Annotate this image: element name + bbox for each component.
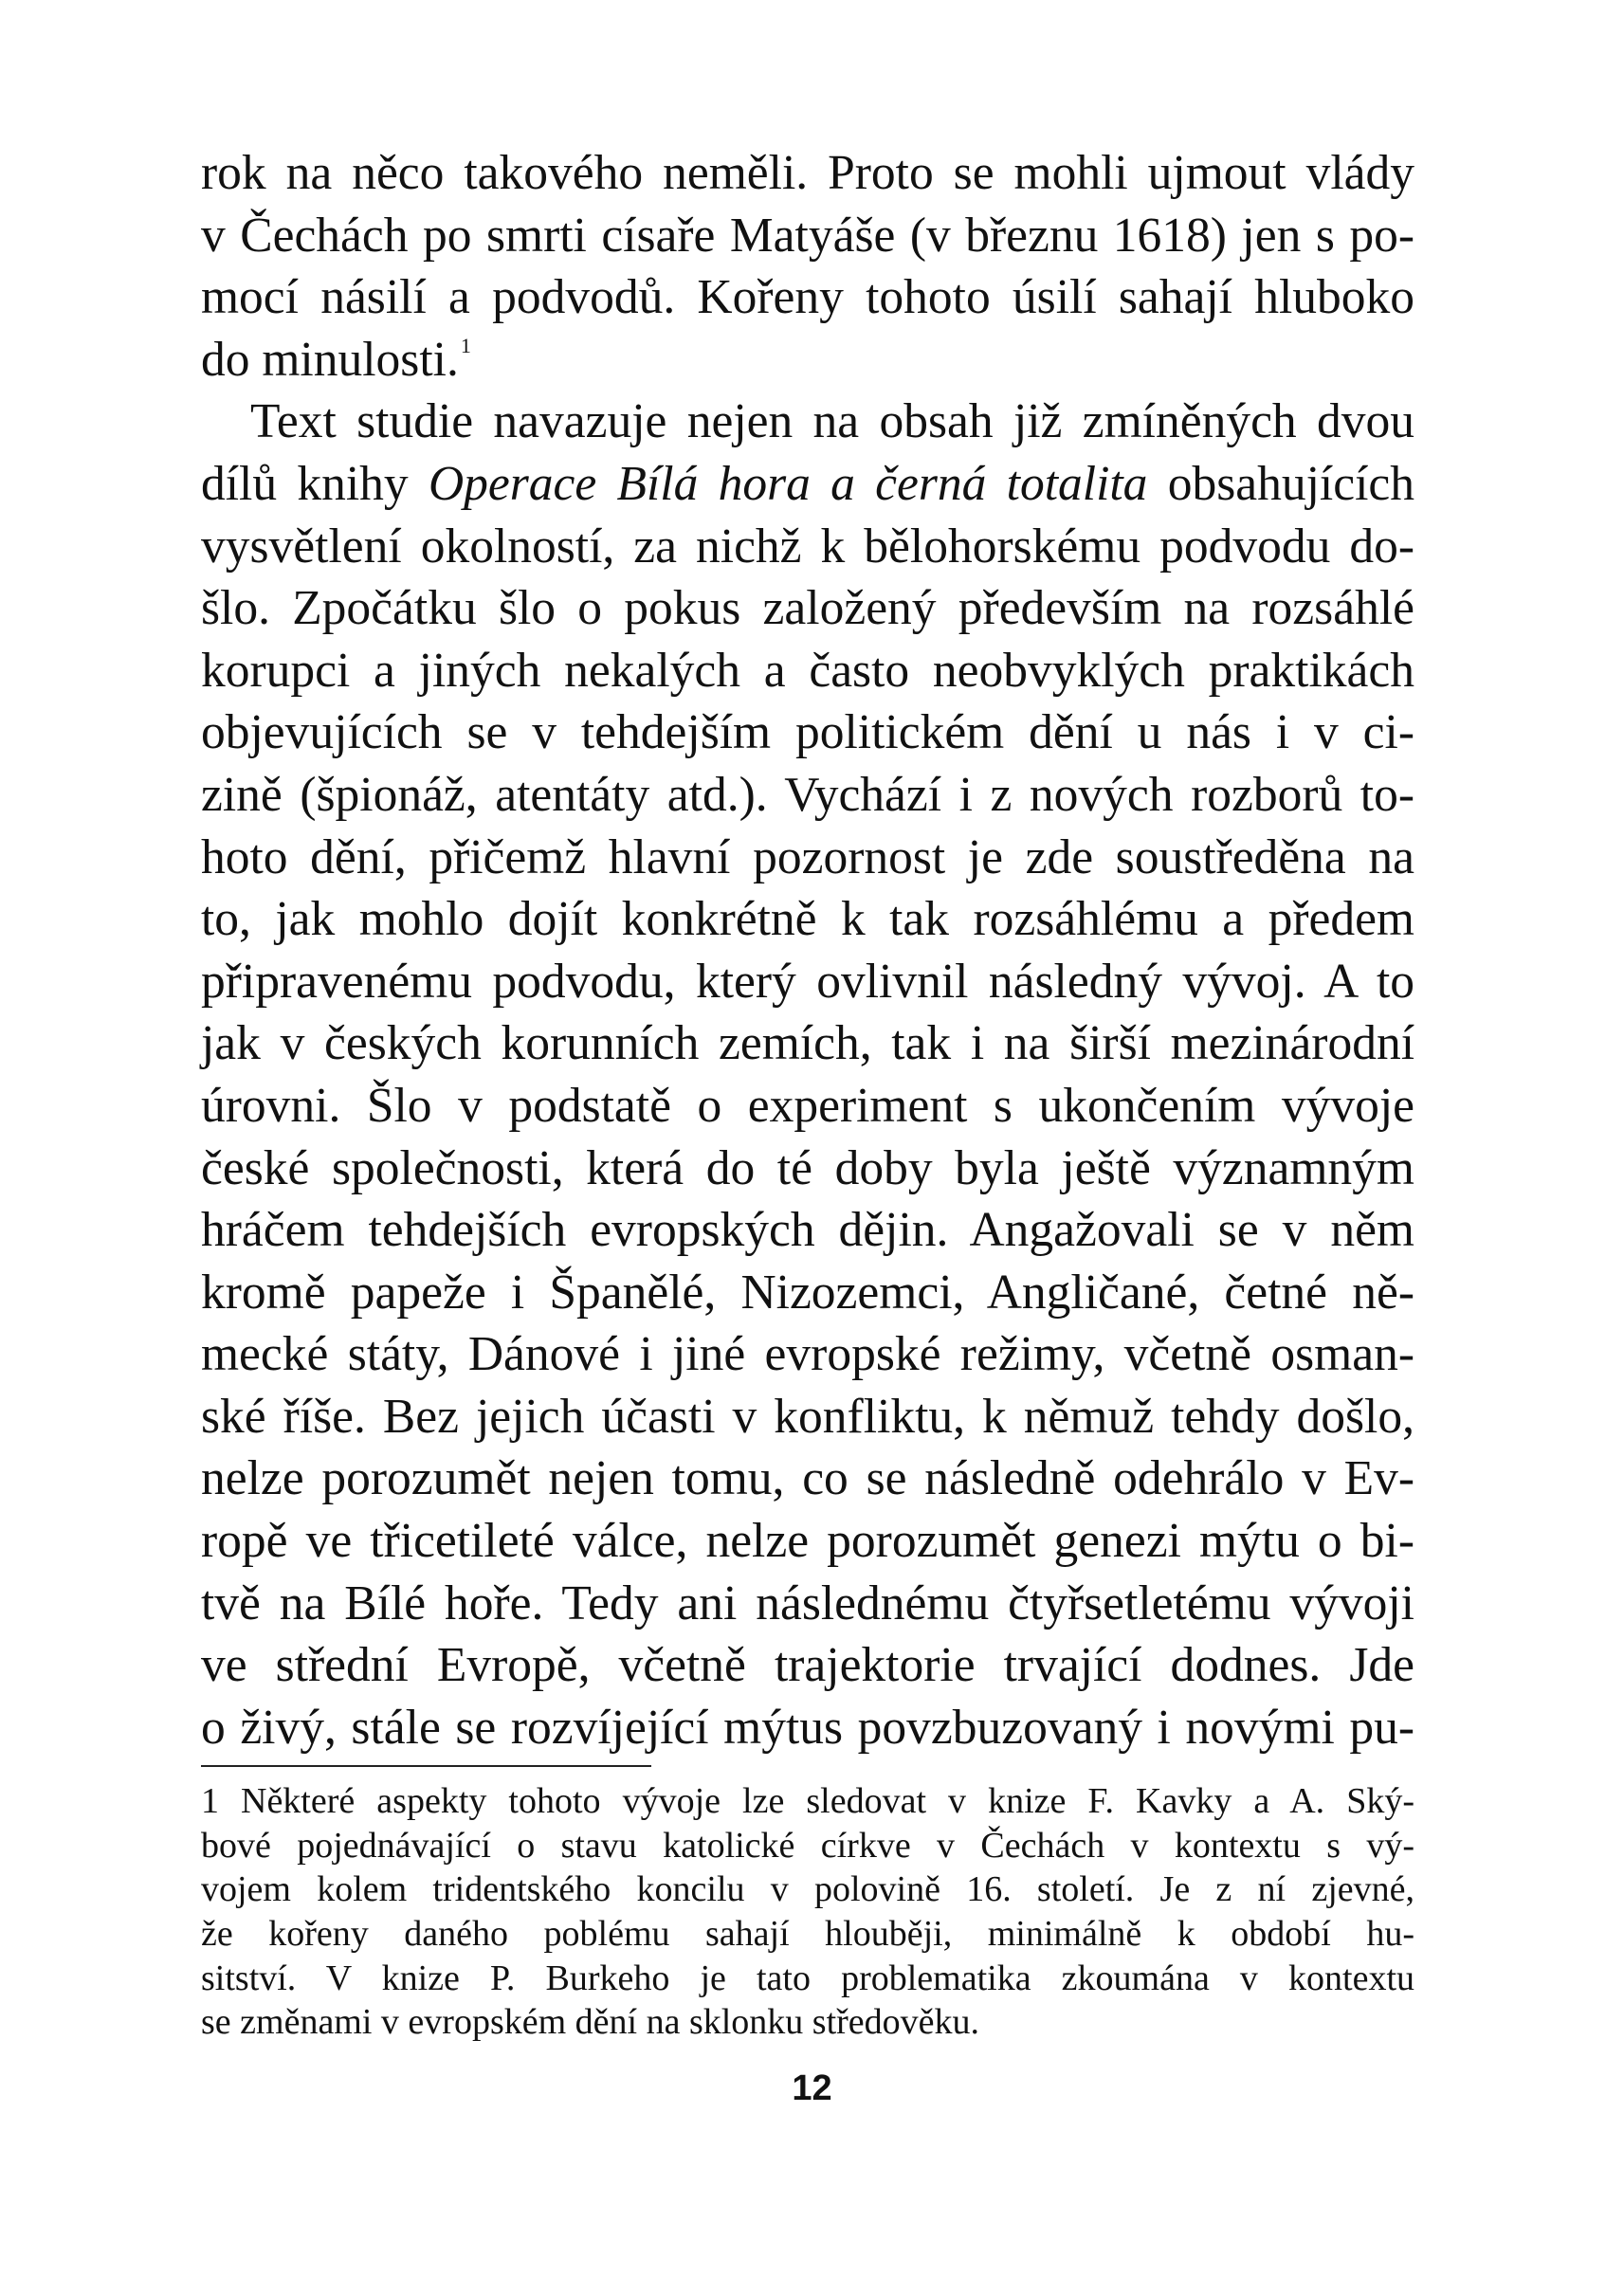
footnote-line — [201, 1779, 1414, 1824]
text-line: vysvětlení okolností, za nichž k bělohorskému podvodu do- — [201, 519, 1414, 574]
text-line-last — [201, 329, 1414, 392]
text-line: to, jak mohlo dojít konkrétně k tak rozsáhlému a předem — [201, 892, 1414, 947]
footnote-reference: 1 — [460, 333, 471, 357]
text-fragment: dílů knihy — [201, 456, 429, 511]
text-fragment: do minulosti. — [201, 332, 459, 387]
text-line: ropě ve třicetileté válce, nelze porozumět genezi mýtu o bi- — [201, 1514, 1414, 1569]
page-number: 12 — [792, 2068, 832, 2108]
text-line: šlo. Zpočátku šlo o pokus založený především na rozsáhlé — [201, 581, 1414, 636]
text-line: úrovni. Šlo v podstatě o experiment s ukončením vývoje — [201, 1078, 1414, 1133]
text-line: hráčem tehdejších evropských dějin. Angažovali se v něm — [201, 1203, 1414, 1258]
text-line: kromě papeže i Španělé, Nizozemci, Angličané, četné ně- — [201, 1265, 1414, 1320]
footnote-divider — [201, 1765, 651, 1767]
text-line: hoto dění, přičemž hlavní pozornost je zde soustředěna na — [201, 829, 1414, 884]
footnote-line-last: se změnami v evropském dění na sklonku středověku. — [201, 2002, 980, 2043]
text-line: jak v českých korunních zemích, tak i na širší mezinárodní — [201, 1016, 1414, 1071]
footnote-line: vojem kolem tridentského koncilu v polovině 16. století. Je z ní zjevné, — [201, 1869, 1414, 1910]
text-line: nelze porozumět nejen tomu, co se následně odehrálo v Ev- — [201, 1451, 1414, 1506]
text-line: ve střední Evropě, včetně trajektorie trvající dodnes. Jde — [201, 1638, 1414, 1693]
text-line: mecké státy, Dánové i jiné evropské režimy, včetně osman- — [201, 1327, 1414, 1382]
footnote — [201, 1779, 1414, 2045]
text-line: připravenému podvodu, který ovlivnil následný vývoj. A to — [201, 954, 1414, 1009]
footnote-line: že kořeny daného poblému sahají hlouběji, minimálně k období hu- — [201, 1914, 1414, 1955]
text-line: ské říše. Bez jejich účasti v konfliktu, k němuž tehdy došlo, — [201, 1389, 1414, 1444]
text-line: v Čechách po smrti císaře Matyáše (v březnu 1618) jen s po- — [201, 208, 1414, 263]
main-text — [201, 142, 1414, 1758]
text-line: mocí násilí a podvodů. Kořeny tohoto úsilí sahají hluboko — [201, 270, 1414, 325]
book-title: Operace Bílá hora a černá totalita — [428, 456, 1148, 511]
text-line: zině (špionáž, atentáty atd.). Vychází i z nových rozborů to- — [201, 767, 1414, 822]
text-line: české společnosti, která do té doby byla ještě významným — [201, 1140, 1414, 1195]
text-line: tvě na Bílé hoře. Tedy ani následnému čtyřsetletému vývoji — [201, 1576, 1414, 1630]
text-fragment: obsahujících — [1147, 456, 1414, 511]
footnote-line: sitství. V knize P. Burkeho je tato problematika zkoumána v kontextu — [201, 1958, 1414, 1998]
footnote-text: Některé aspekty tohoto vývoje lze sledovat v knize F. Kavky a A. Ský- — [241, 1781, 1414, 1821]
text-line: Text studie navazuje nejen na obsah již zmíněných dvou — [250, 394, 1414, 449]
text-line: korupci a jiných nekalých a často neobvyklých praktikách — [201, 643, 1414, 698]
text-line-with-title — [201, 453, 1414, 516]
text-line: rok na něco takového neměli. Proto se mohli ujmout vlády — [201, 146, 1414, 200]
text-line: objevujících se v tehdejším politickém dění u nás i v ci- — [201, 705, 1414, 760]
footnote-number: 1 — [201, 1781, 219, 1821]
footnote-line: bové pojednávající o stavu katolické církve v Čechách v kontextu s vý- — [201, 1825, 1414, 1866]
text-line: o živý, stále se rozvíjející mýtus povzbuzovaný i novými pu- — [201, 1700, 1414, 1755]
